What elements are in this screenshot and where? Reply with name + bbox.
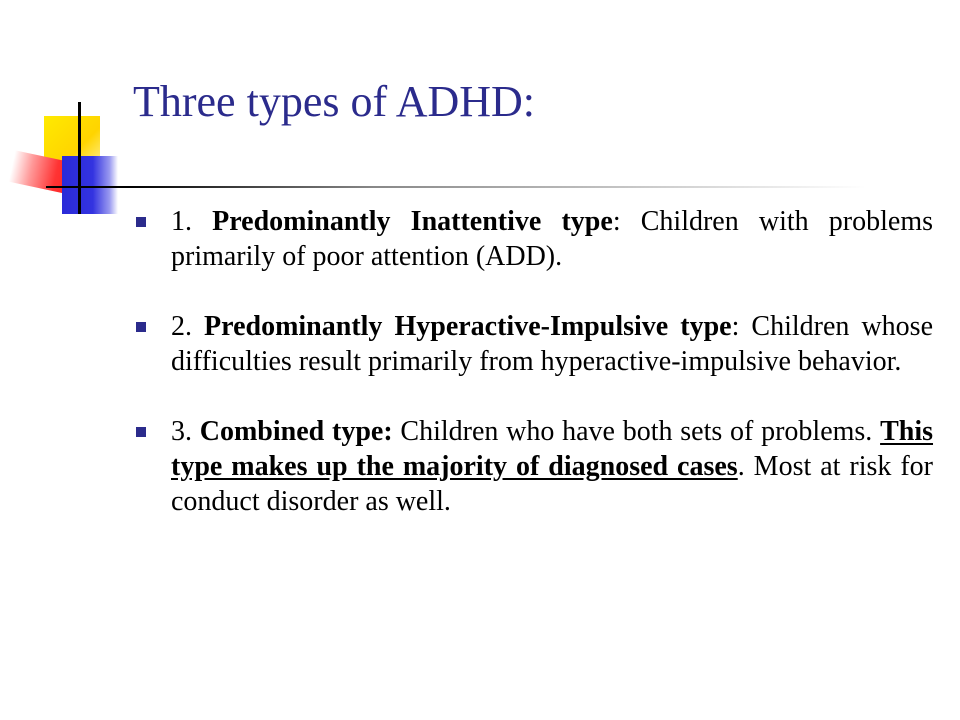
bullet-number: 2. [171, 311, 192, 342]
bullet-number: 1. [171, 206, 192, 237]
vertical-line-shape [78, 102, 81, 214]
bullet-term: Predominantly Hyperactive-Impulsive type [204, 311, 732, 342]
bullet-text [171, 204, 933, 274]
bullet-item-1 [133, 204, 933, 274]
title-divider-line [46, 186, 866, 188]
bullet-term: Combined type: [199, 416, 393, 447]
bullet-item-3 [133, 414, 933, 519]
bullet-description: : Children with problems primarily of poor attention (ADD). [171, 206, 934, 272]
slide-title: Three types of ADHD: [133, 77, 536, 126]
bullet-list [133, 204, 933, 554]
blue-square-shape [62, 156, 118, 214]
bullet-emphasis: This type makes up the majority of diagnosed cases [171, 416, 934, 482]
bullet-term: Predominantly Inattentive type [212, 206, 613, 237]
square-bullet-icon [136, 322, 146, 332]
bullet-description: : Children whose difficulties result primarily from hyperactive-impulsive behavior. [171, 311, 933, 377]
bullet-number: 3. [171, 416, 192, 447]
bullet-description-end: . Most at risk for conduct disorder as well. [171, 451, 933, 517]
bullet-text [171, 309, 933, 379]
bullet-text [171, 414, 933, 519]
square-bullet-icon [136, 217, 146, 227]
bullet-description: Children who have both sets of problems. [392, 416, 881, 447]
square-bullet-icon [136, 427, 146, 437]
bullet-item-2 [133, 309, 933, 379]
